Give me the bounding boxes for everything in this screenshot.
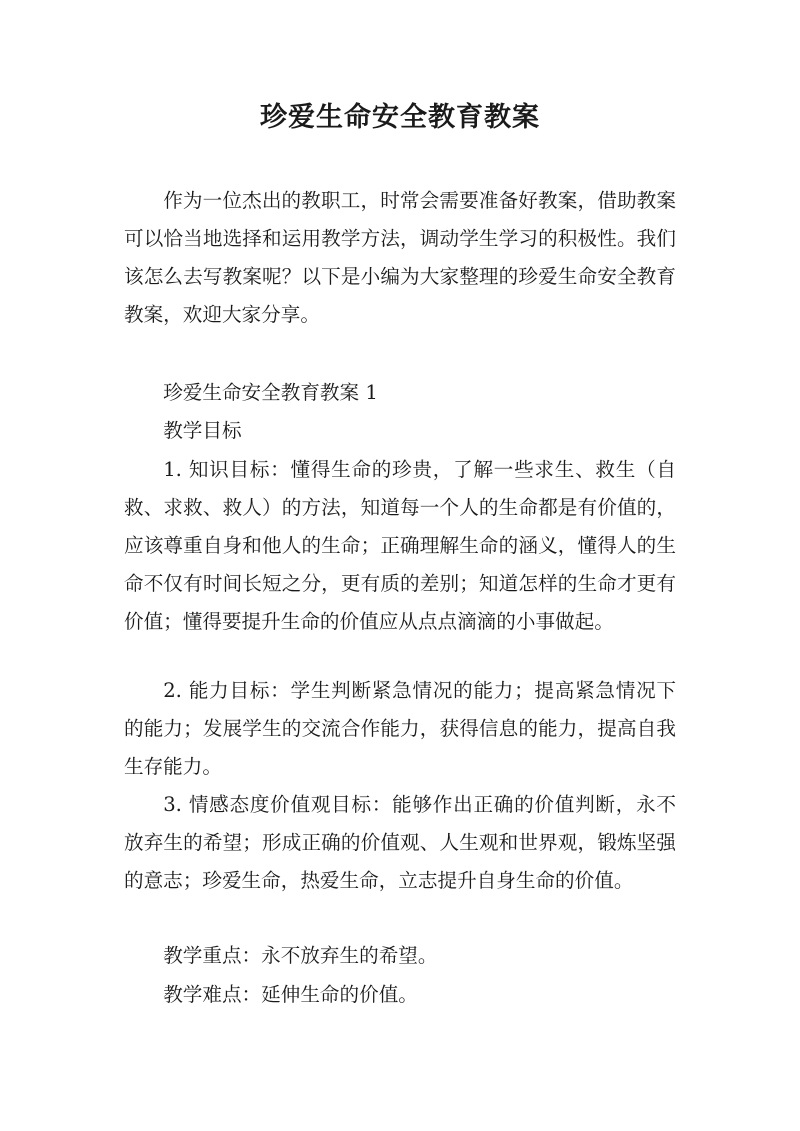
subsection-title: 教学目标 bbox=[163, 419, 242, 442]
intro-paragraph: 作为一位杰出的教职工，时常会需要准备好教案，借助教案可以恰当地选择和运用教学方法，调动学生学习的积极性。我们该怎么去写教案呢？以下是小编为大家整理的珍爱生命安全教育教案，欢迎大家分享。 bbox=[124, 189, 676, 326]
teaching-difficulty: 教学难点：延伸生命的价值。 bbox=[163, 983, 418, 1006]
goal-emotion-paragraph: 3. 情感态度价值观目标：能够作出正确的价值判断，永不放弃生的希望；形成正确的价值观、人生观和世界观，锻炼坚强的意志；珍爱生命，热爱生命，立志提升自身生命的价值。 bbox=[124, 793, 676, 892]
goal-knowledge-paragraph: 1. 知识目标：懂得生命的珍贵，了解一些求生、救生（自救、求救、救人）的方法，知道每一个人的生命都是有价值的，应该尊重自身和他人的生命；正确理解生命的涵义，懂得人的生命不仅有时间长短之分，更有质的差别；知道怎样的生命才更有价值；懂得要提升生命的价值应从点点滴滴的小事做起。 bbox=[124, 458, 676, 633]
document-title: 珍爱生命安全教育教案 bbox=[260, 102, 540, 133]
teaching-focus: 教学重点：永不放弃生的希望。 bbox=[163, 944, 438, 967]
goal-ability-paragraph: 2. 能力目标：学生判断紧急情况的能力；提高紧急情况下的能力；发展学生的交流合作能力，获得信息的能力，提高自我生存能力。 bbox=[124, 679, 676, 778]
section-title: 珍爱生命安全教育教案 1 bbox=[163, 381, 378, 404]
